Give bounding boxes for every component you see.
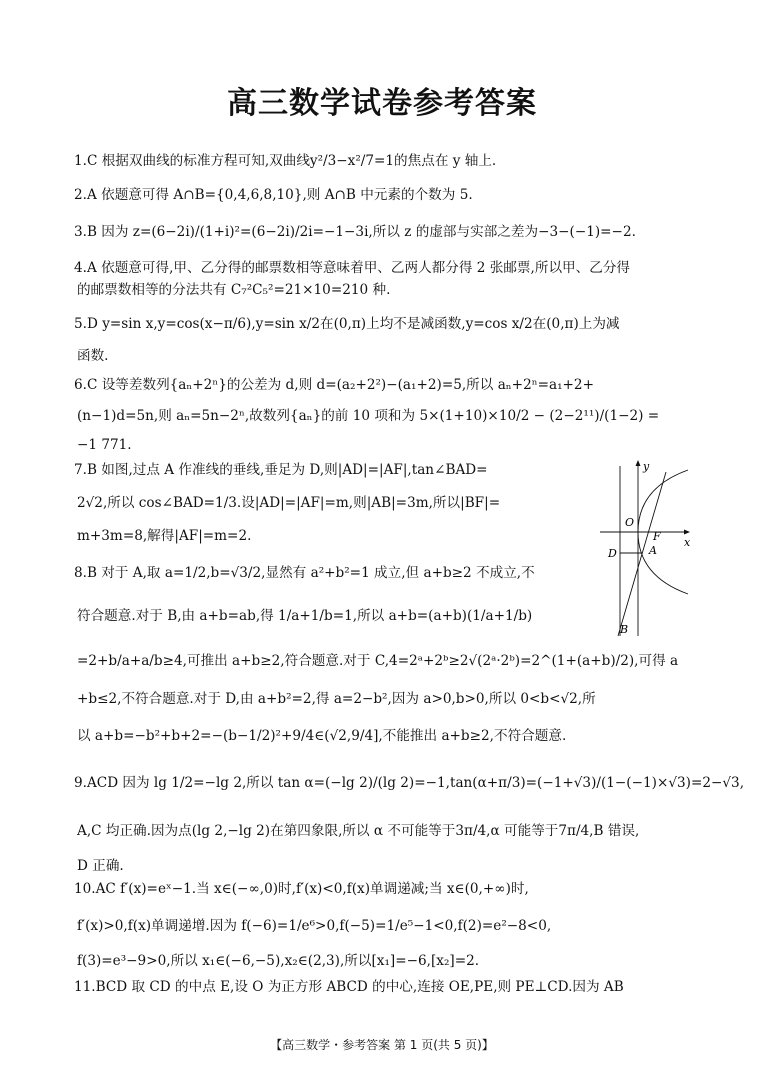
q1-line: 1.C 根据双曲线的标准方程可知,双曲线y²/3−x²/7=1的焦点在 y 轴上. [74, 153, 497, 169]
q6-line-b: (n−1)d=5n,则 aₙ=5n−2ⁿ,故数列{aₙ}的前 10 项和为 5×(1+10)×10/2 − (2−2¹¹)/(1−2) = [77, 408, 660, 424]
q5-line-a: 5.D y=sin x,y=cos(x−π/6),y=sin x/2在(0,π)上均不是减函数,y=cos x/2在(0,π)上为减 [74, 316, 620, 332]
q8-line-e: 以 a+b=−b²+b+2=−(b−1/2)²+9/4∈(√2,9/4],不能推出 a+b≥2,不符合题意. [77, 728, 567, 744]
q5-line-b: 函数. [77, 348, 109, 364]
x-axis-arrow [684, 530, 690, 535]
line-AB [618, 472, 666, 636]
q8-line-b: 符合题意.对于 B,由 a+b=ab,得 1/a+1/b=1,所以 a+b=(a+b)(1/a+1/b) [77, 608, 533, 624]
label-A: A [649, 544, 657, 557]
page-footer: 【高三数学・参考答案 第 1 页(共 5 页)】 [270, 1038, 494, 1052]
q6-line-c: −1 771. [77, 437, 132, 453]
label-B: B [620, 623, 629, 636]
label-D: D [608, 547, 617, 560]
q7-line-a: 7.B 如图,过点 A 作准线的垂线,垂足为 D,则|AD|=|AF|,tan∠BAD= [74, 462, 488, 478]
q4-line-a: 4.A 依题意可得,甲、乙分得的邮票数相等意味着甲、乙两人都分得 2 张邮票,所以甲、乙分得 [74, 260, 631, 276]
q9-line-a: 9.ACD 因为 lg 1/2=−lg 2,所以 tan α=(−lg 2)/(lg 2)=−1,tan(α+π/3)=(−1+√3)/(1−(−1)×√3)=2−√3, [74, 775, 745, 791]
q7-line-c: m+3m=8,解得|AF|=m=2. [77, 528, 252, 544]
label-F: F [653, 530, 661, 543]
q9-line-b: A,C 均正确.因为点(lg 2,−lg 2)在第四象限,所以 α 不可能等于3π/4,α 可能等于7π/4,B 错误, [77, 823, 640, 839]
label-x: x [684, 536, 691, 549]
page-title: 高三数学试卷参考答案 [227, 86, 537, 121]
q10-line-b: f′(x)>0,f(x)单调递增.因为 f(−6)=1/e⁶>0,f(−5)=1/e⁵−1<0,f(2)=e²−8<0, [77, 918, 552, 934]
label-y: y [643, 460, 650, 473]
q11-line-a: 11.BCD 取 CD 的中点 E,设 O 为正方形 ABCD 的中心,连接 OE,PE,则 PE⊥CD.因为 AB [74, 979, 624, 995]
q8-line-a: 8.B 对于 A,取 a=1/2,b=√3/2,显然有 a²+b²=1 成立,但 a+b≥2 不成立,不 [74, 565, 535, 581]
q2-line: 2.A 依题意可得 A∩B={0,4,6,8,10},则 A∩B 中元素的个数为 5. [74, 187, 473, 203]
parabola-figure [598, 458, 694, 638]
y-axis-arrow [636, 460, 641, 466]
q7-line-b: 2√2,所以 cos∠BAD=1/3.设|AD|=|AF|=m,则|AB|=3m,所以|BF|= [77, 495, 501, 511]
label-O: O [625, 516, 635, 529]
q8-line-c: =2+b/a+a/b≥4,可推出 a+b≥2,符合题意.对于 C,4=2ᵃ+2ᵇ≥2√(2ᵃ·2ᵇ)=2^(1+(a+b)/2),可得 a [77, 653, 679, 669]
q8-line-d: +b≤2,不符合题意.对于 D,由 a+b²=2,得 a=2−b²,因为 a>0,b>0,所以 0<b<√2,所 [77, 691, 596, 707]
q10-line-c: f(3)=e³−9>0,所以 x₁∈(−6,−5),x₂∈(2,3),所以[x₁]=−6,[x₂]=2. [77, 953, 480, 969]
q9-line-c: D 正确. [77, 858, 124, 874]
q6-line-a: 6.C 设等差数列{aₙ+2ⁿ}的公差为 d,则 d=(a₂+2²)−(a₁+2)=5,所以 aₙ+2ⁿ=a₁+2+ [74, 377, 594, 393]
q4-line-b: 的邮票数相等的分法共有 C₇²C₅²=21×10=210 种. [77, 282, 391, 298]
q3-line: 3.B 因为 z=(6−2i)/(1+i)²=(6−2i)/2i=−1−3i,所以 z 的虚部与实部之差为−3−(−1)=−2. [74, 224, 636, 240]
q10-line-a: 10.AC f′(x)=eˣ−1.当 x∈(−∞,0)时,f′(x)<0,f(x)单调递减;当 x∈(0,+∞)时, [74, 881, 529, 897]
